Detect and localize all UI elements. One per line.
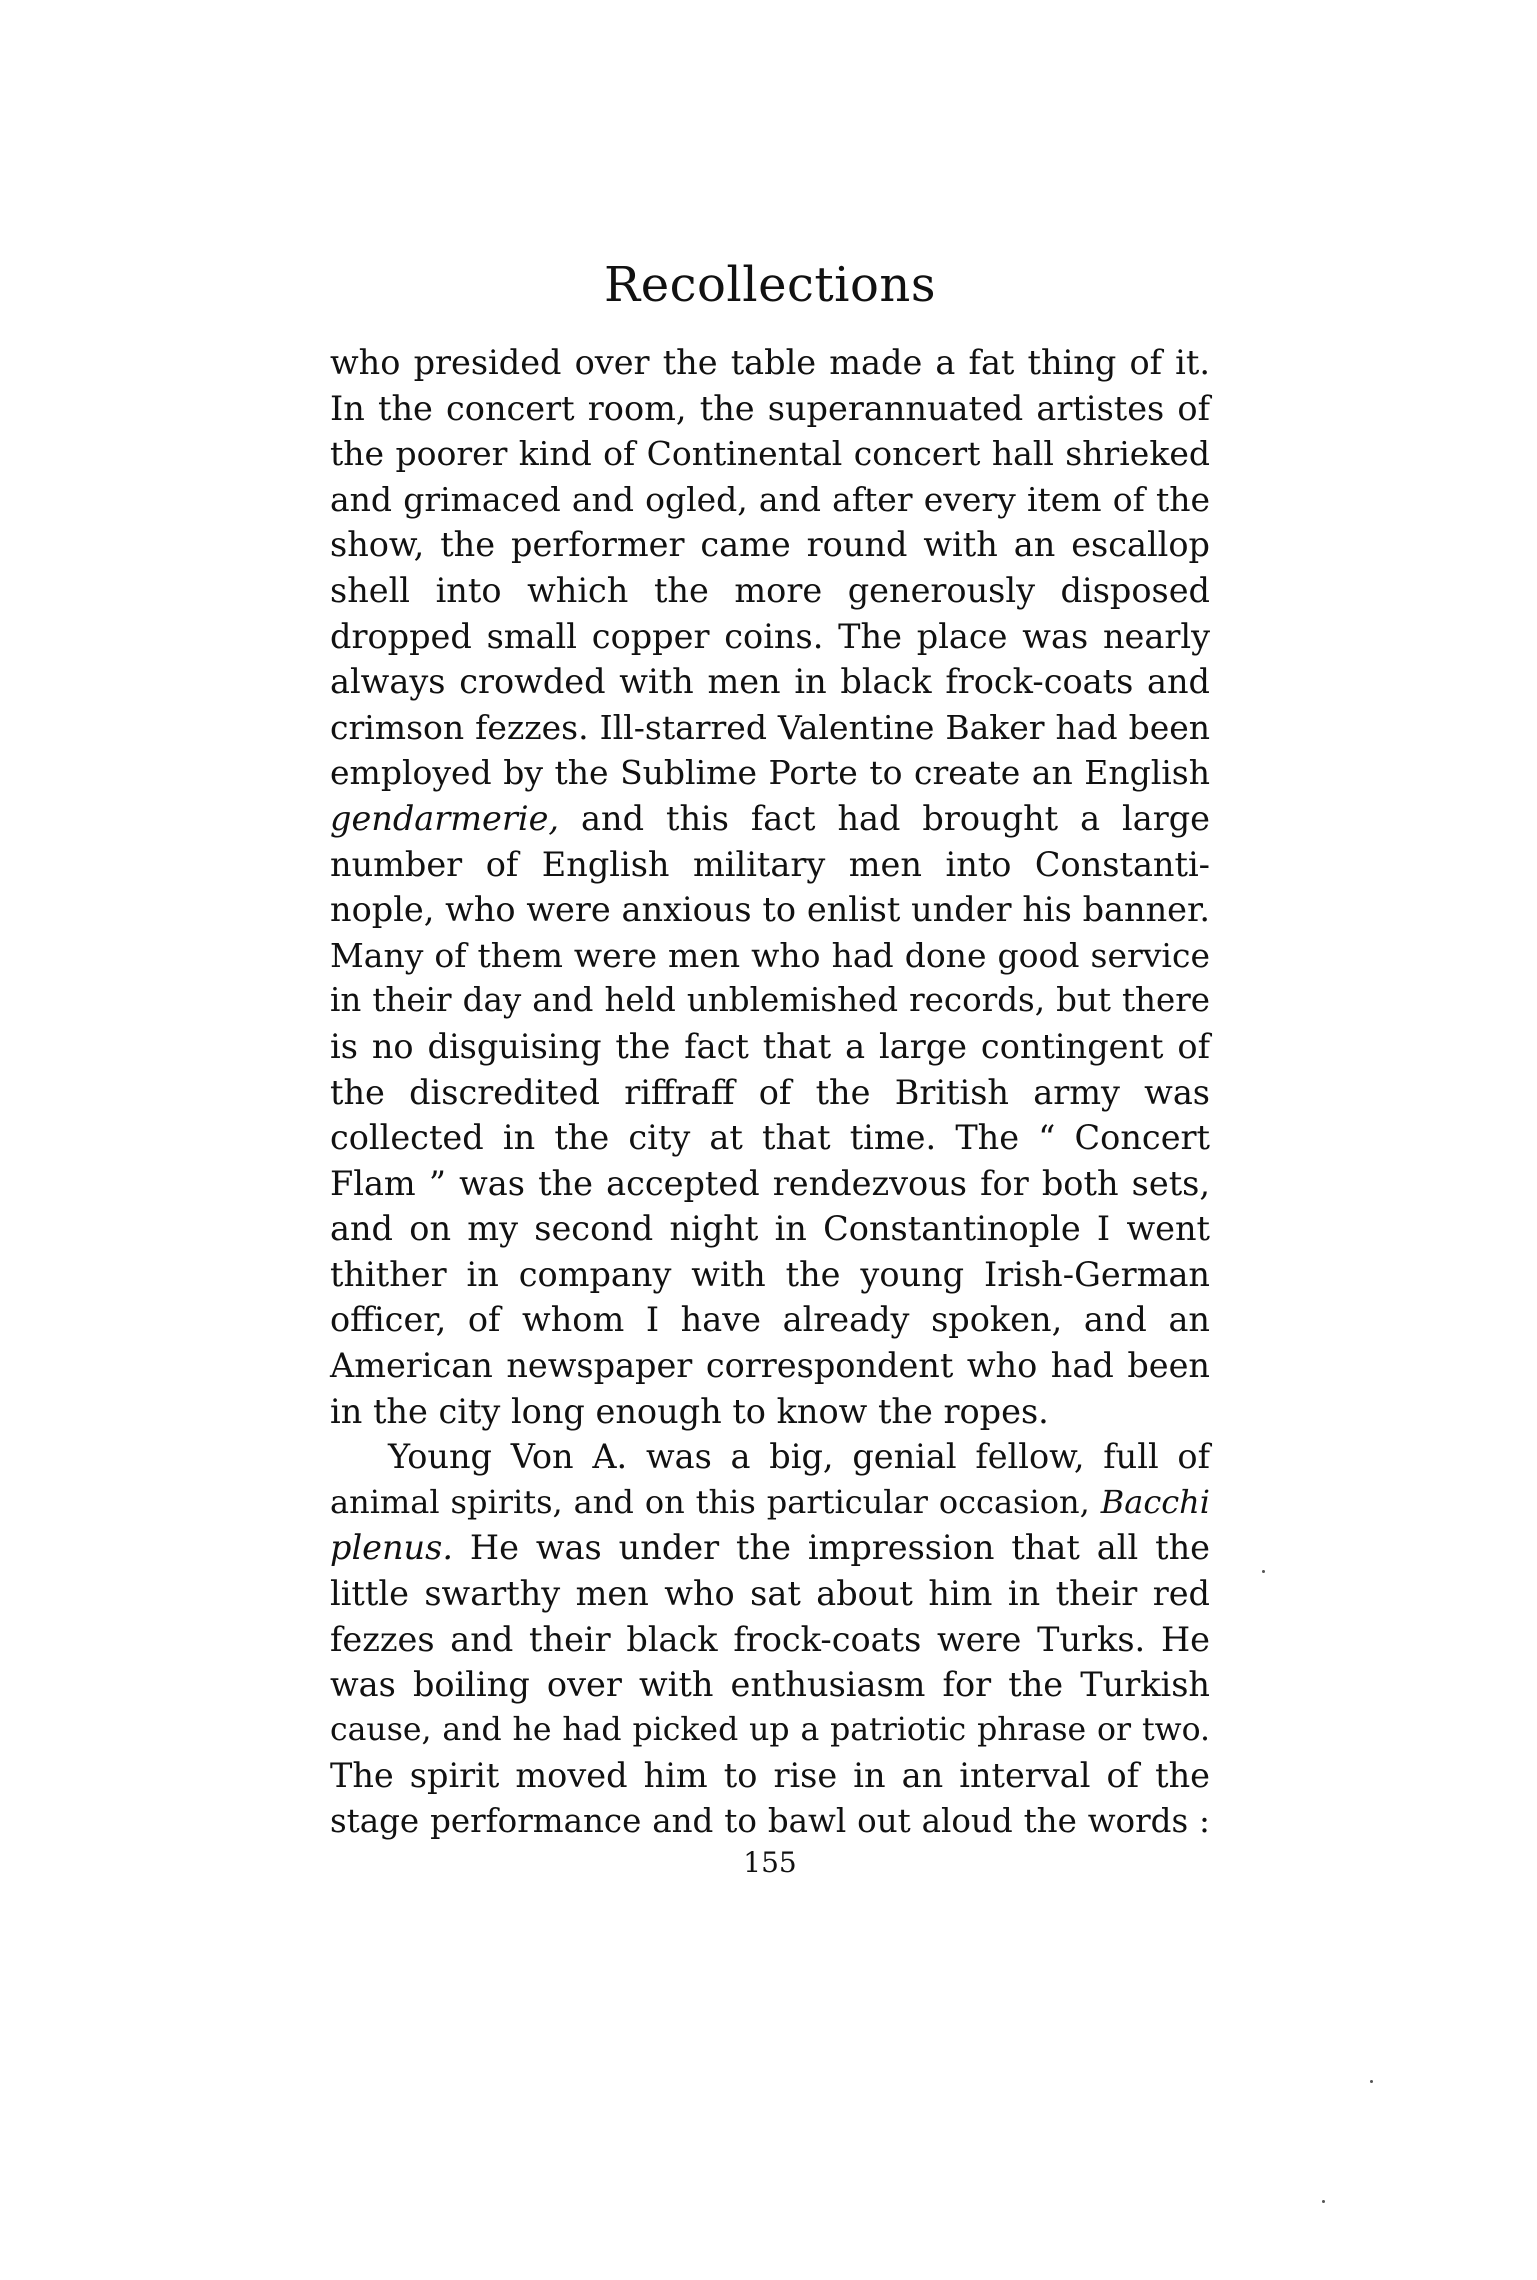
line-text: animal spirits, and on this particular occasion, <box>330 1482 1101 1521</box>
line-remainder: and this fact had brought a large <box>559 798 1210 838</box>
body-text <box>330 340 1210 1845</box>
text-line: the poorer kind of Continental concert hall shrieked <box>330 434 1210 474</box>
text-line <box>330 796 1210 842</box>
text-line: always crowded with men in black frock-coats and <box>330 662 1210 702</box>
text-line: American newspaper correspondent who had been <box>330 1346 1210 1386</box>
text-line: stage performance and to bawl out aloud the words : <box>330 1802 1210 1840</box>
text-line: dropped small copper coins. The place was nearly <box>330 616 1210 656</box>
text-line: employed by the Sublime Porte to create an English <box>330 753 1210 793</box>
text-line: and on my second night in Constantinople I went <box>330 1209 1210 1249</box>
text-line: Young Von A. was a big, genial fellow, full of <box>388 1437 1210 1477</box>
italic-word: plenus. <box>330 1528 453 1568</box>
line-remainder: He was under the impression that all the <box>452 1528 1210 1568</box>
text-line <box>330 1480 1210 1526</box>
text-line: In the concert room, the superannuated artistes of <box>330 388 1210 428</box>
text-line: who presided over the table made a fat thing of it. <box>330 343 1210 382</box>
text-line: shell into which the more generously disposed <box>330 570 1210 610</box>
text-line: Flam ” was the accepted rendezvous for both sets, <box>330 1163 1210 1203</box>
italic-word: Bacchi <box>1100 1482 1210 1521</box>
text-line <box>330 1525 1210 1571</box>
text-line: The spirit moved him to rise in an interval of the <box>330 1756 1210 1796</box>
page-number: 155 <box>743 1846 797 1879</box>
text-line: nople, who were anxious to enlist under his banner. <box>330 890 1210 930</box>
text-line: cause, and he had picked up a patriotic phrase or two. <box>330 1711 1210 1748</box>
paper-speck <box>1370 2080 1373 2083</box>
text-line: Many of them were men who had done good service <box>330 935 1210 975</box>
text-line: was boiling over with enthusiasm for the Turkish <box>330 1665 1210 1705</box>
paper-speck <box>1262 1570 1265 1573</box>
text-line: the discredited riffraff of the British army was <box>330 1072 1210 1112</box>
paper-speck <box>1322 2200 1325 2203</box>
text-line: number of English military men into Constanti- <box>330 844 1210 884</box>
text-line: show, the performer came round with an escallop <box>330 525 1210 565</box>
text-line: fezzes and their black frock-coats were Turks. He <box>330 1619 1210 1659</box>
text-line: crimson fezzes. Ill-starred Valentine Baker had been <box>330 707 1210 747</box>
text-line: collected in the city at that time. The “ Concert <box>330 1118 1210 1158</box>
text-line: thither in company with the young Irish-German <box>330 1254 1210 1294</box>
text-line: in their day and held unblemished records, but there <box>330 981 1210 1020</box>
italic-word: gendarmerie, <box>330 798 560 838</box>
text-line: little swarthy men who sat about him in their red <box>330 1574 1210 1614</box>
text-line: is no disguising the fact that a large contingent of <box>330 1026 1210 1066</box>
running-head: Recollections <box>604 257 936 313</box>
text-line: officer, of whom I have already spoken, and an <box>330 1300 1210 1340</box>
text-line: in the city long enough to know the ropes. <box>330 1391 1049 1431</box>
text-line: and grimaced and ogled, and after every item of the <box>330 479 1210 519</box>
